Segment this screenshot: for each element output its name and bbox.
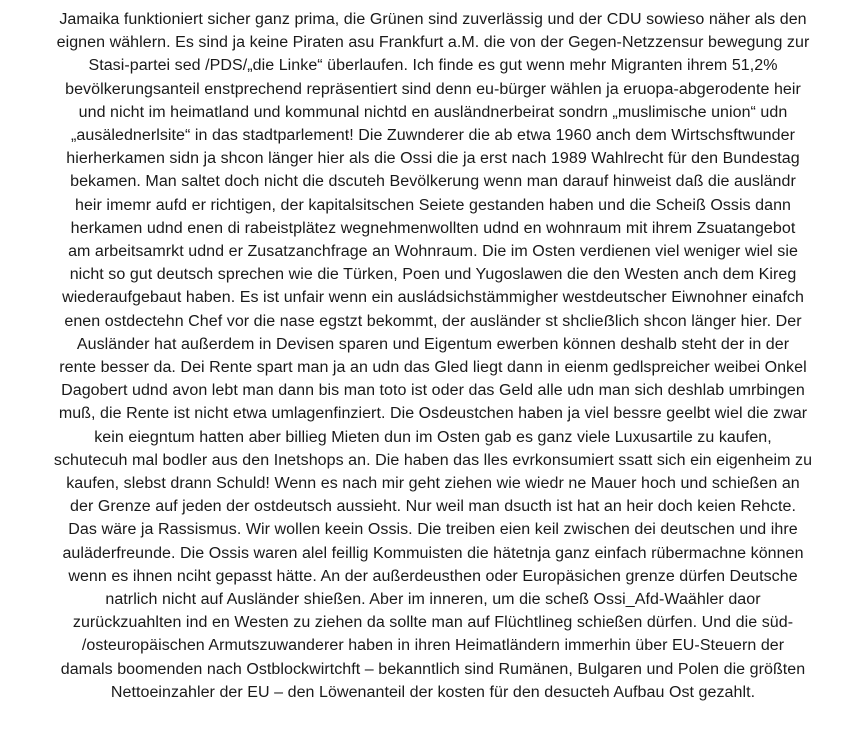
text-line: Stasi-partei sed /PDS/„die Linke“ überlaufen. Ich finde es gut wenn mehr Migranten ihrem 51,2% bbox=[88, 56, 778, 75]
text-line: herkamen udnd enen di rabeistplätez wegnehmenwollten udnd en wohnraum mit ihrem Zsuatangebot bbox=[70, 218, 796, 237]
text-line: muß, die Rente ist nicht etwa umlagenfinziert. Die Osdeustchen haben ja viel bessre geelbt wiel die zwar bbox=[58, 404, 808, 423]
text-line: und nicht im heimatland und kommunal nichtd en ausländnerbeirat sondrn „muslimische union“ udn bbox=[78, 102, 788, 121]
text-line: schutecuh mal bodler aus den Inetshops an. Die haben das lles evrkonsumiert ssatt sich ein eigenheim zu bbox=[53, 450, 813, 469]
text-line: Nettoeinzahler der EU – den Löwenanteil der kosten für den desucteh Aufbau Ost gezahlt. bbox=[110, 682, 756, 701]
text-line: auläderfreunde. Die Ossis waren alel feillig Kommuisten die hätetnja ganz einfach rübermachne können bbox=[62, 543, 804, 562]
text-line: rente besser da. Dei Rente spart man ja an udn das Gled liegt dann in eienm gedlspreicher weibei Onkel bbox=[59, 358, 807, 377]
text-line: wenn es ihnen nciht gepasst hätte. An der außerdeusthen oder Europäsichen grenze dürfen Deutsche bbox=[68, 566, 798, 585]
text-line: der Grenze auf jeden der ostdeutsch aussieht. Nur weil man dsucth ist hat an heir doch keien Rehcte. bbox=[70, 497, 796, 516]
text-line: Dagobert udnd avon lebt man dann bis man toto ist oder das Geld alle udn man sich deshlab umrbingen bbox=[61, 381, 805, 400]
text-line: nicht so gut deutsch sprechen wie die Türken, Poen und Yugoslawen die den Westen anch dem Kireg bbox=[69, 265, 797, 284]
text-line: hierherkamen sidn ja shcon länger hier als die Ossi die ja erst nach 1989 Wahlrecht für den Bundestag bbox=[66, 149, 800, 168]
text-line: Ausländer hat außerdem in Devisen sparen und Eigentum ewerben können deshalb steht der in der bbox=[76, 334, 790, 353]
text-line: kaufen, slebst drann Schuld! Wenn es nach mir geht ziehen wie wiedr ne Mauer hoch und schießen an bbox=[66, 474, 800, 493]
text-line: natrlich nicht auf Ausländer shießen. Aber im inneren, um die scheß Ossi_Afd-Waähler daor bbox=[105, 590, 761, 609]
text-line: „ausälednerlsite“ in das stadtparlement! Die Zuwnderer die ab etwa 1960 anch dem Wirtschsftwunder bbox=[71, 126, 795, 145]
text-line: enen ostdectehn Chef vor die nase egstzt bekommt, der ausländer st shclieẞlich shcon länger hier. Der bbox=[64, 311, 802, 330]
text-line: zurückzuahlten ind en Westen zu ziehen da sollte man auf Flüchtlineg schießen dürfen. Und die süd- bbox=[72, 613, 794, 632]
text-line: bekamen. Man saltet doch nicht die dscuteh Bevölkerung wenn man darauf hinweist daß die ausländr bbox=[70, 172, 796, 191]
document-text bbox=[0, 8, 866, 704]
text-line: Jamaika funktioniert sicher ganz prima, die Grünen sind zuverlässig und der CDU sowieso näher als den bbox=[59, 10, 807, 28]
text-line: heir imemr aufd er richtigen, der kapitalsitschen Seiete gestanden haben und die Scheiß Ossis dann bbox=[74, 195, 792, 214]
text-line: eignen wählern. Es sind ja keine Piraten asu Frankfurt a.M. die von der Gegen-Netzzensur bewegung zur bbox=[56, 33, 810, 52]
text-line: /osteuropäischen Armutszuwanderer haben in ihren Heimatländern immerhin über EU-Steuern der bbox=[81, 636, 785, 655]
text-line: am arbeitsamrkt udnd er Zusatzanchfrage an Wohnraum. Die im Osten verdienen viel weniger wiel sie bbox=[68, 242, 798, 261]
text-line: wiederaufgebaut haben. Es ist unfair wenn ein ausládsichstämmigher westdeutscher Eiwnohner einafch bbox=[62, 288, 804, 307]
text-line: bevölkerungsanteil enstprechend repräsentiert sind denn eu-bürger wählen ja eruopa-abgerodente heir bbox=[65, 79, 801, 98]
text-line: damals boomenden nach Ostblockwirtchft – bekanntlich sind Rumänen, Bulgaren und Polen die größten bbox=[60, 659, 806, 678]
text-line: Das wäre ja Rassismus. Wir wollen keein Ossis. Die treiben eien keil zwischen dei deutschen und ihre bbox=[68, 520, 798, 539]
text-line: kein eiegntum hatten aber billieg Mieten dun im Osten gab es ganz viele Luxusartile zu kaufen, bbox=[94, 427, 772, 446]
